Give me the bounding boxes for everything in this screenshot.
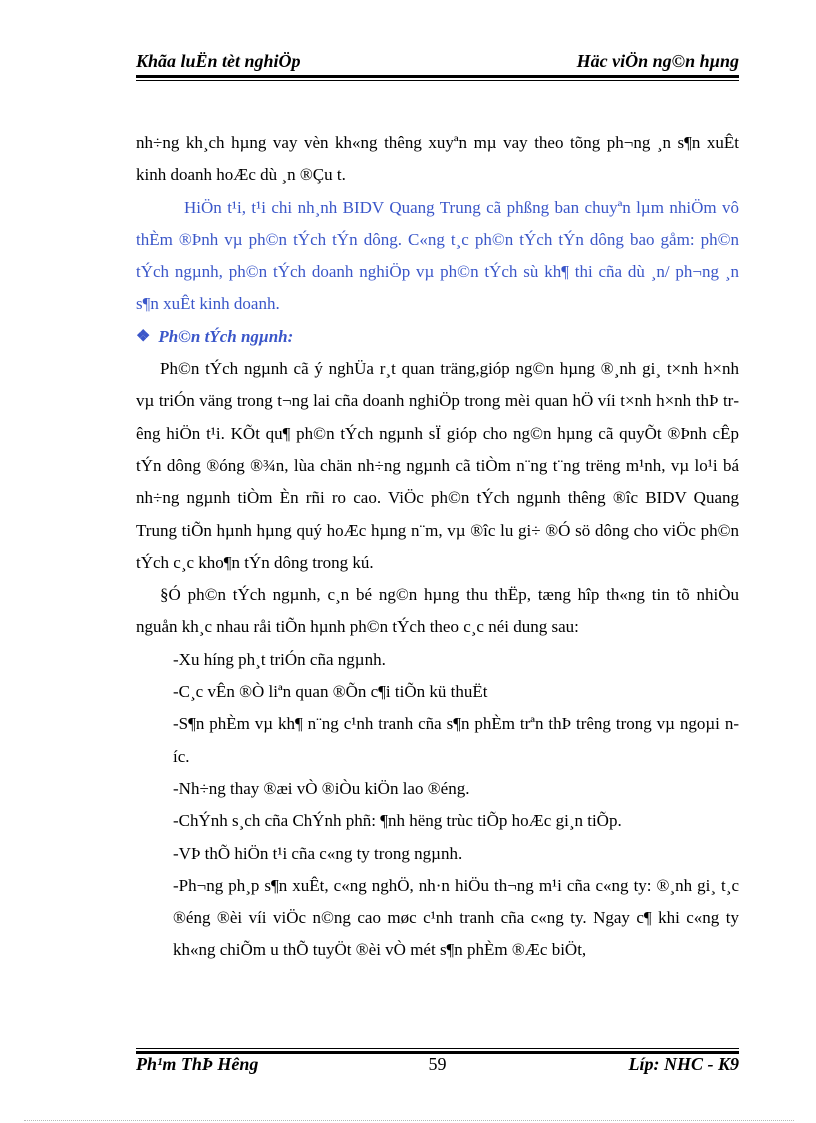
paragraph-continuation: nh÷ng kh¸ch hµng vay vèn kh«ng thêng xuyªn mµ vay theo tõng ph¬ng ¸n s¶n xuÊt kinh doanh hoÆc dù ¸n ®Çu t. — [136, 133, 739, 185]
list-item: -S¶n phÈm vµ kh¶ n¨ng c¹nh tranh cña s¶n phÈm trªn thÞ trêng trong vµ ngoµi níc. — [173, 714, 739, 766]
section-heading-text: Ph©n tÝch ngµnh: — [158, 326, 294, 346]
header-thesis-title: Khãa luËn tèt nghiÖp — [136, 51, 301, 71]
footer-rule-thin — [136, 1048, 739, 1049]
page-header — [136, 48, 739, 72]
section-heading — [136, 321, 739, 353]
page-footer — [136, 1054, 739, 1078]
header-rule-thin — [136, 80, 739, 81]
paragraph-bidv-appraisal: HiÖn t¹i, t¹i chi nh¸nh BIDV Quang Trung cã phßng ban chuyªn lµm nhiÖm vô thÈm ®Þnh vµ ph©n tÝch tÝn dông. C«ng t¸c ph©n tÝch tÝn dông bao gåm: ph©n tÝch ngµnh, ph©n tÝch doanh nghiÖp vµ ph©n tÝch sù kh¶ thi cña dù ¸n/ ph¬ng ¸n s¶n xuÊt kinh doanh. — [136, 197, 739, 314]
list-item: -C¸c vÊn ®Ò liªn quan ®Õn c¶i tiÕn kü thuËt — [173, 682, 488, 702]
header-institution: Häc viÖn ng©n hµng — [576, 51, 739, 71]
paragraph-analysis-method: §Ó ph©n tÝch ngµnh, c¸n bé ng©n hµng thu thËp, tæng hîp th«ng tin tõ nhiÒu nguån kh¸c nhau råi tiÕn hµnh ph©n tÝch theo c¸c néi dung sau: — [136, 585, 739, 637]
header-rule-thick — [136, 75, 739, 78]
footer-class-label: Líp: NHC - K9 — [628, 1054, 739, 1074]
list-item: -ChÝnh s¸ch cña ChÝnh phñ: ¶nh hëng trùc tiÕp hoÆc gi¸n tiÕp. — [173, 811, 622, 831]
diamond-bullet-icon: ❖ — [136, 327, 151, 345]
page-body — [136, 127, 739, 967]
list-item: -Xu híng ph¸t triÓn cña ngµnh. — [173, 649, 386, 669]
page-number: 59 — [428, 1054, 447, 1074]
page-boundary-line — [24, 1120, 794, 1121]
list-item: -Ph¬ng ph¸p s¶n xuÊt, c«ng nghÖ, nh·n hiÖu th¬ng m¹i cña c«ng ty: ®¸nh gi¸ t¸c ®éng ®èi víi viÖc n©ng cao møc c¹nh tranh cña c«ng ty. Ngay c¶ khi c«ng ty kh«ng chiÕm u thÕ tuyÖt ®èi vÒ mét s¶n phÈm ®Æc biÖt, — [173, 875, 739, 960]
paragraph-industry-analysis: Ph©n tÝch ngµnh cã ý nghÜa r¸t quan träng,gióp ng©n hµng ®¸nh gi¸ t×nh h×nh vµ triÓn väng trong t¬ng lai cña doanh nghiÖp trong mèi quan hÖ víi t×nh h×nh thÞ trêng hiÖn t¹i. KÕt qu¶ ph©n tÝch ngµnh sÏ gióp cho ng©n hµng cã quyÕt ®Þnh cÊp tÝn dông ®óng ®¾n, lùa chän nh÷ng ngµnh cã tiÒm n¨ng t¨ng trëng m¹nh, vµ lo¹i bá nh÷ng ngµnh tiÒm Èn rñi ro cao. ViÖc ph©n tÝch ngµnh thêng ®îc BIDV Quang Trung tiÕn hµnh hµng quý hoÆc hµng n¨m, vµ ®îc lu gi÷ ®Ó sö dông cho viÖc ph©n tÝch c¸c kho¶n tÝn dông trong kú. — [136, 359, 739, 572]
list-item: -Nh÷ng thay ®æi vÒ ®iÒu kiÖn lao ®éng. — [173, 778, 470, 798]
list-item: -VÞ thÕ hiÖn t¹i cña c«ng ty trong ngµnh. — [173, 843, 463, 863]
footer-author: Ph¹m ThÞ Hêng — [136, 1054, 259, 1074]
